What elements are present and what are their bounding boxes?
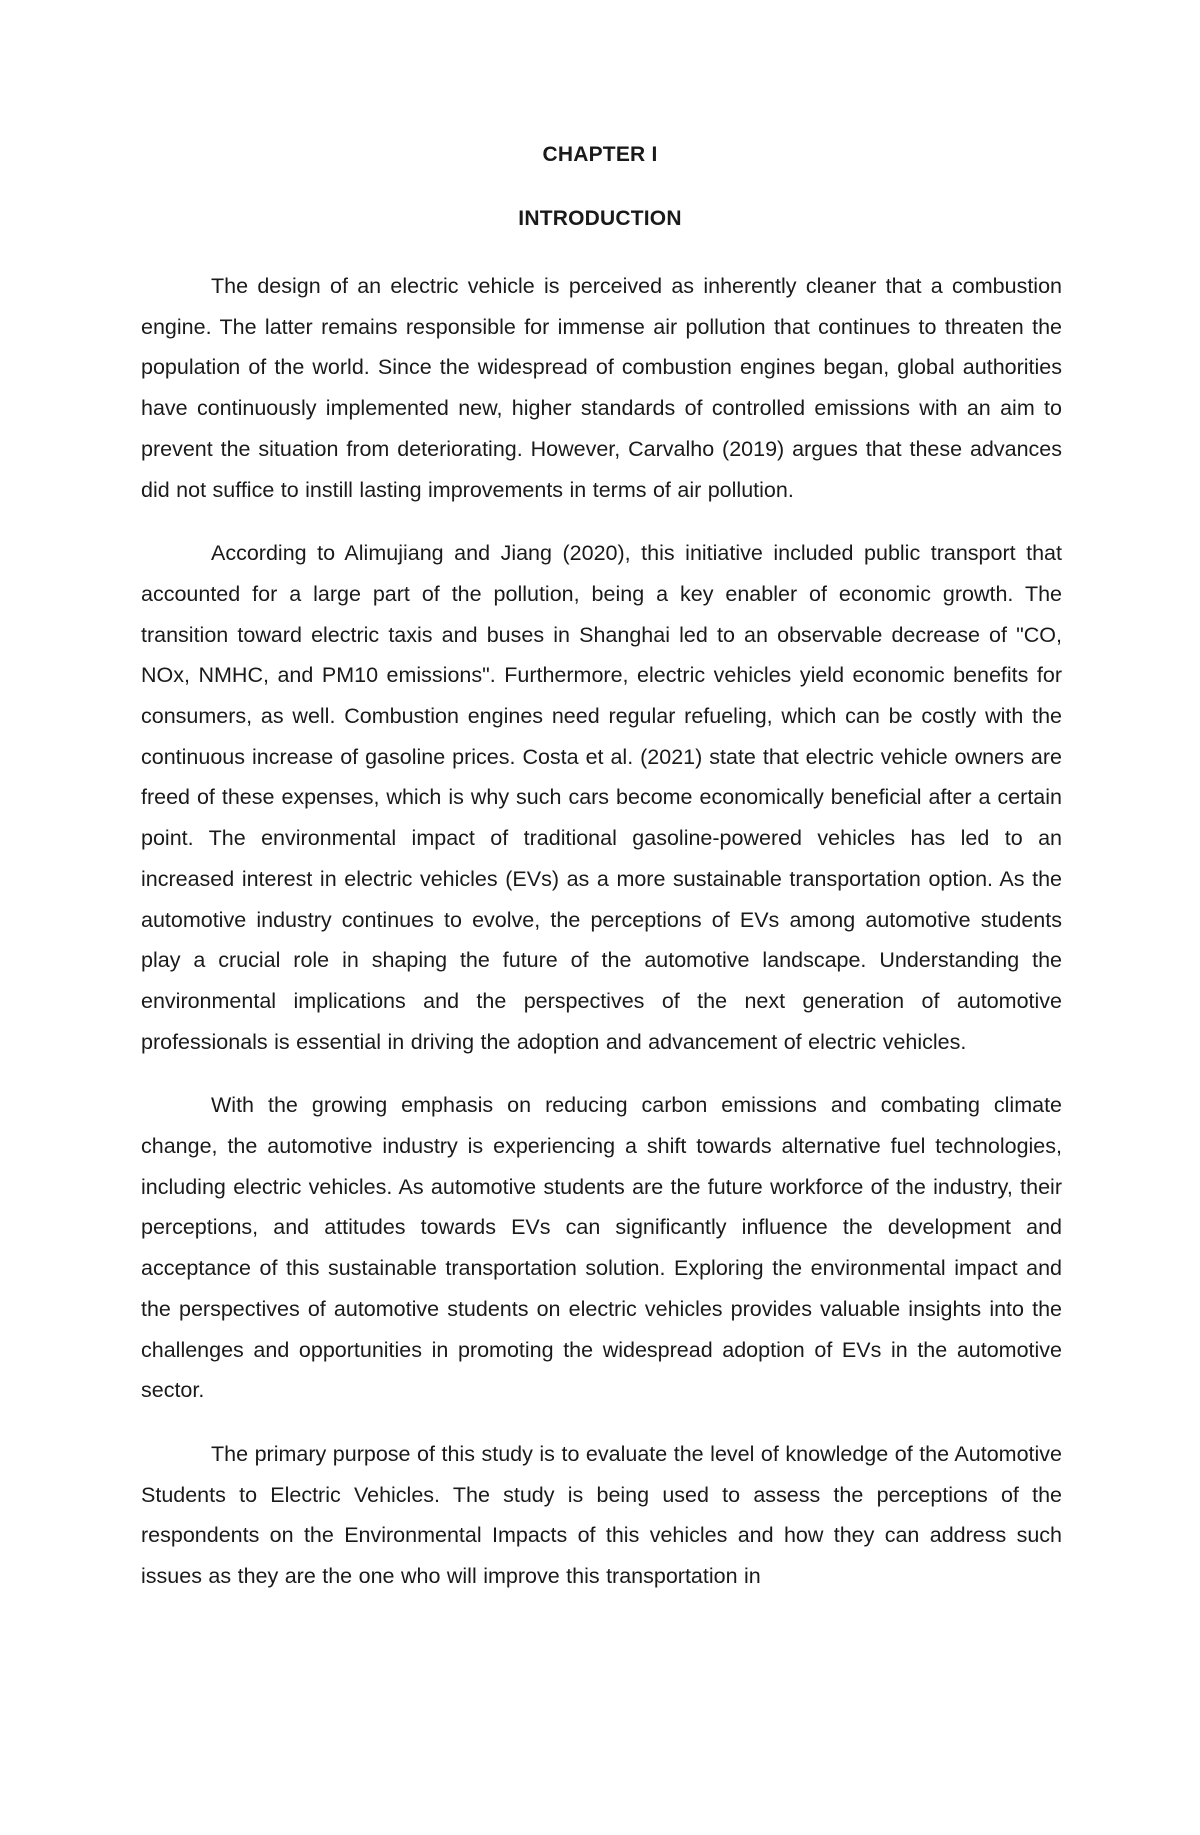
paragraph-3: With the growing emphasis on reducing carbon emissions and combating climate change, the automotive industry is experiencing a shift towards alternative fuel technologies, including electric vehicles. As automotive students are the future workforce of the industry, their perceptions, and attitudes towards EVs can significantly influence the development and acceptance of this sustainable transportation solution. Exploring the environmental impact and the perspectives of automotive students on electric vehicles provides valuable insights into the challenges and opportunities in promoting the widespread adoption of EVs in the automotive sector. [141,1093,1062,1403]
paragraph-1: The design of an electric vehicle is perceived as inherently cleaner that a combustion engine. The latter remains responsible for immense air pollution that continues to threaten the population of the world. Since the widespread of combustion engines began, global authorities have continuously implemented new, higher standards of controlled emissions with an aim to prevent the situation from deteriorating. However, Carvalho (2019) argues that these advances did not suffice to instill lasting improvements in terms of air pollution. [141,274,1062,502]
paragraph-4: The primary purpose of this study is to evaluate the level of knowledge of the Automotive Students to Electric Vehicles. The study is being used to assess the perceptions of the respondents on the Environmental Impacts of this vehicles and how they can address such issues as they are the one who will improve this transportation in [141,1441,1062,1589]
body-text [141,266,1062,1620]
chapter-label: CHAPTER I [542,143,658,166]
paragraph-2: According to Alimujiang and Jiang (2020), this initiative included public transport that accounted for a large part of the pollution, being a key enabler of economic growth. The transition toward electric taxis and buses in Shanghai led to an observable decrease of "CO, NOx, NMHC, and PM10 emissions". Furthermore, electric vehicles yield economic benefits for consumers, as well. Combustion engines need regular refueling, which can be costly with the continuous increase of gasoline prices. Costa et al. (2021) state that electric vehicle owners are freed of these expenses, which is why such cars become economically beneficial after a certain point. The environmental impact of traditional gasoline-powered vehicles has led to an increased interest in electric vehicles (EVs) as a more sustainable transportation option. As the automotive industry continues to evolve, the perceptions of EVs among automotive students play a crucial role in shaping the future of the automotive landscape. Understanding the environmental implications and the perspectives of the next generation of automotive professionals is essential in driving the adoption and advancement of electric vehicles. [141,541,1062,1054]
section-title: INTRODUCTION [518,207,682,230]
